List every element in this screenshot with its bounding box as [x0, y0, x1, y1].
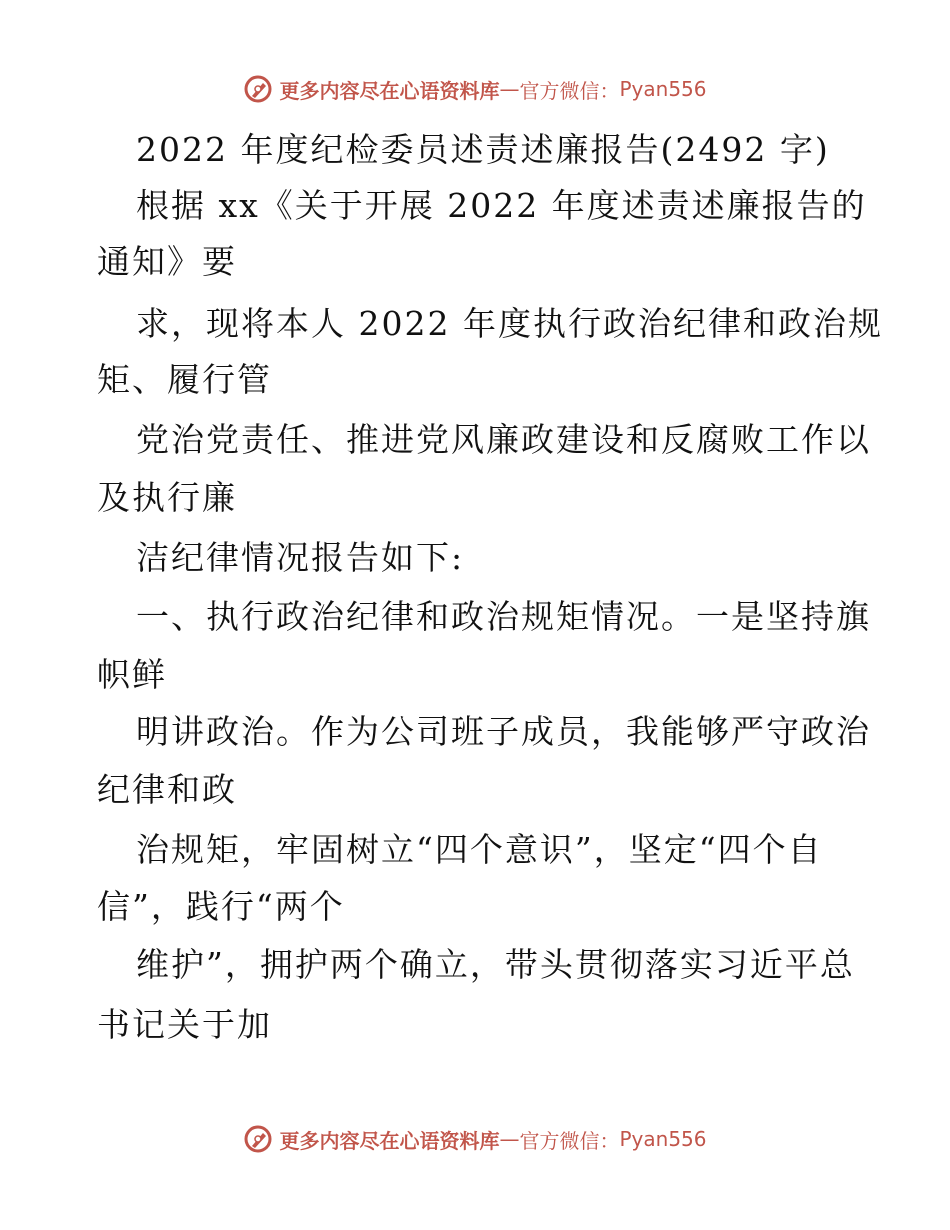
pen-logo-icon	[243, 1124, 273, 1154]
paragraph-line: 矩、履行管	[97, 360, 272, 399]
watermark-dash: —	[499, 1127, 520, 1151]
paragraph-line: 一、执行政治纪律和政治规矩情况。一是坚持旗	[136, 597, 871, 636]
paragraph-line: 洁纪律情况报告如下:	[136, 538, 465, 577]
paragraph-line: 根据 xx《关于开展 2022 年度述责述廉报告的	[136, 186, 867, 225]
paragraph-line: 帜鲜	[97, 655, 167, 694]
paragraph-line: 治规矩，牢固树立“四个意识”，坚定“四个自	[136, 830, 823, 869]
watermark-wechat-id: Pyan556	[619, 77, 707, 101]
watermark-official-label: 官方微信：	[519, 1128, 620, 1153]
paragraph-line: 书记关于加	[97, 1005, 272, 1044]
paragraph-line: 通知》要	[97, 242, 237, 281]
paragraph-line: 明讲政治。作为公司班子成员，我能够严守政治	[136, 712, 871, 751]
watermark-library-text: 更多内容尽在心语资料库	[279, 1128, 500, 1153]
paragraph-line: 求，现将本人 2022 年度执行政治纪律和政治规	[136, 304, 883, 343]
paragraph-line: 纪律和政	[97, 770, 237, 809]
paragraph-line: 信”，践行“两个	[97, 887, 345, 926]
paragraph-line: 及执行廉	[97, 478, 237, 517]
paragraph-line: 党治党责任、推进党风廉政建设和反腐败工作以	[136, 420, 871, 459]
header-watermark	[0, 74, 950, 104]
document-title: 2022 年度纪检委员述责述廉报告(2492 字)	[136, 130, 830, 169]
watermark-official-label: 官方微信：	[519, 78, 620, 103]
watermark-library-text: 更多内容尽在心语资料库	[279, 78, 500, 103]
footer-watermark	[0, 1124, 950, 1154]
watermark-wechat-id: Pyan556	[619, 1127, 707, 1151]
pen-logo-icon	[243, 74, 273, 104]
watermark-dash: —	[499, 77, 520, 101]
paragraph-line: 维护”，拥护两个确立，带头贯彻落实习近平总	[136, 945, 855, 984]
